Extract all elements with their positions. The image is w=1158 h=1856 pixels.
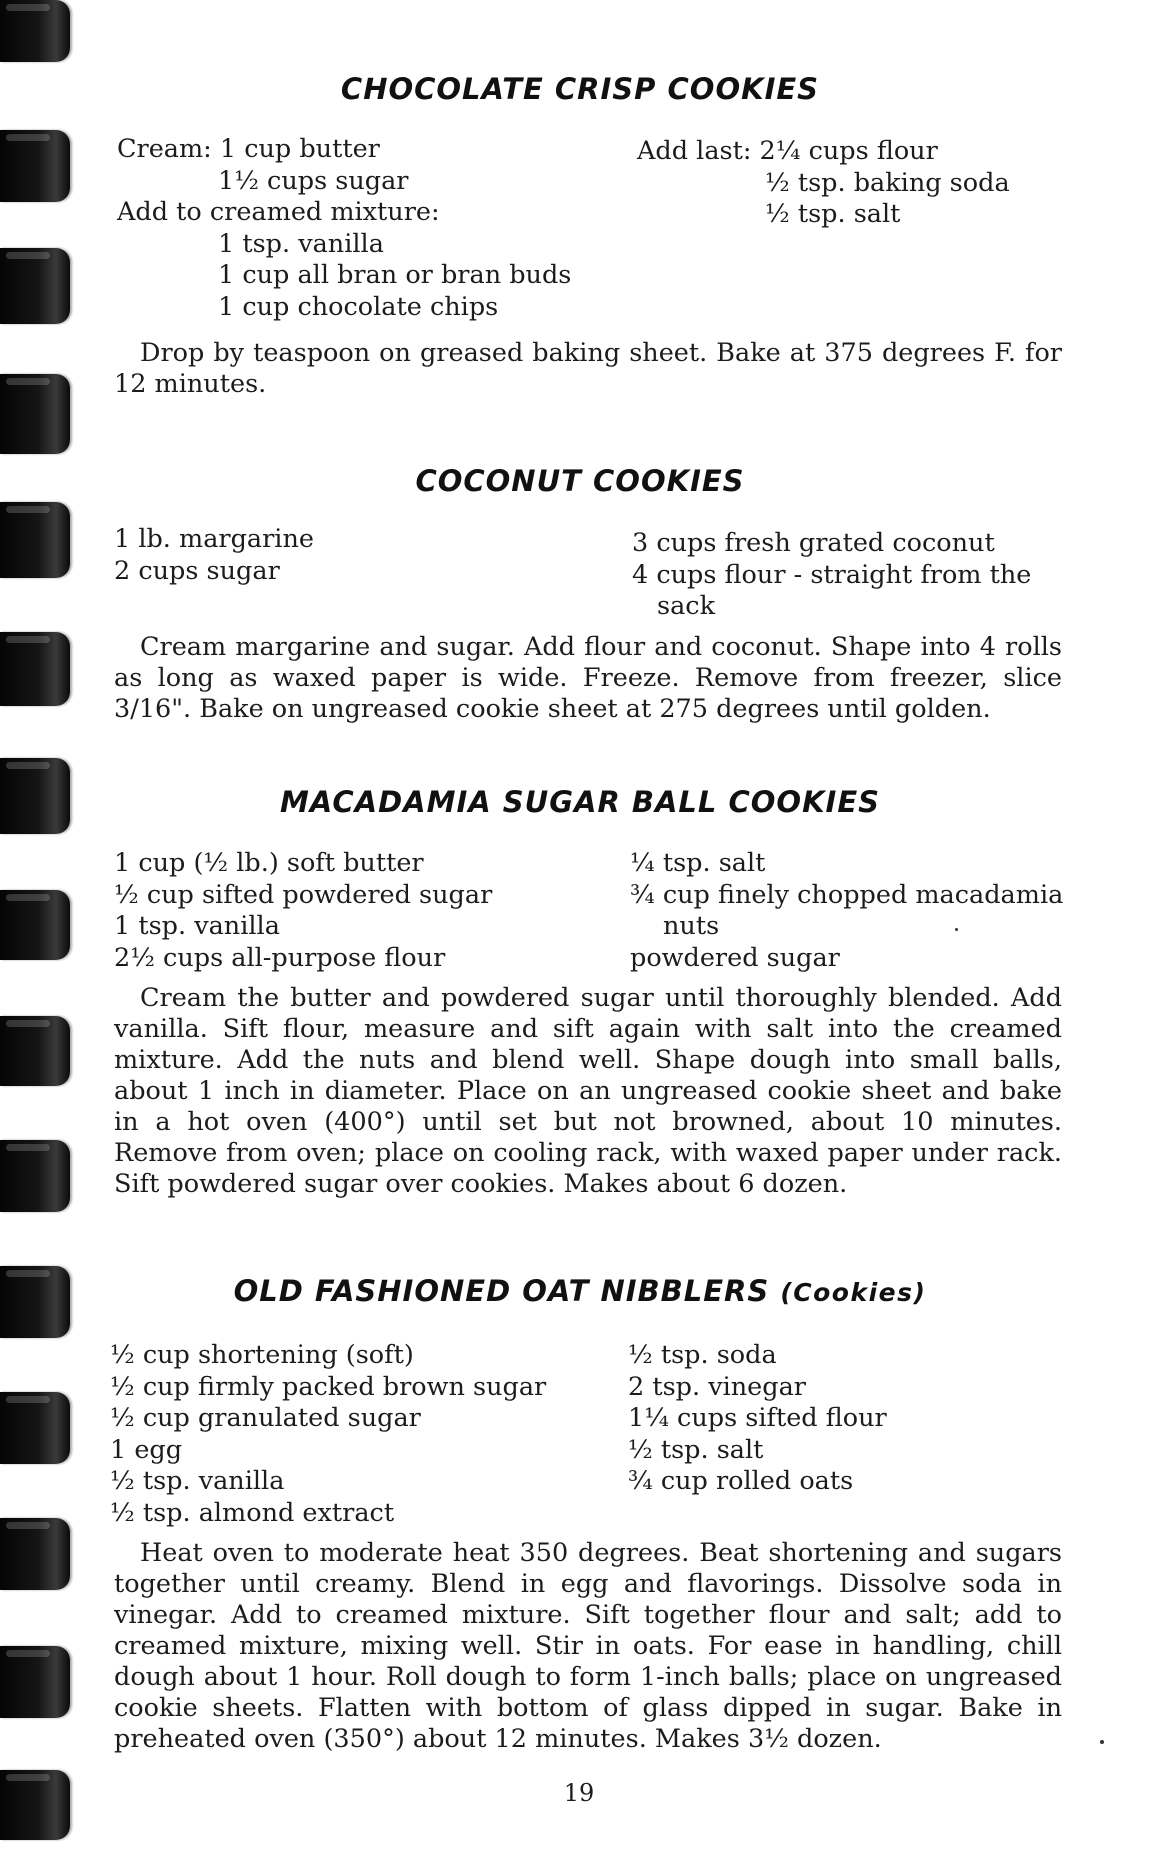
recipe-directions: Drop by teaspoon on greased baking sheet. Bake at 375 degrees F. for 12 minutes. (114, 338, 1062, 399)
recipe-title: MACADAMIA SUGAR BALL COOKIES (279, 785, 881, 819)
ingredient-line: 3 cups fresh grated coconut (632, 528, 995, 558)
ingredient-line: ½ tsp. baking soda (765, 167, 1010, 198)
recipe-title: CHOCOLATE CRISP COOKIES (340, 72, 820, 106)
recipe-title: COCONUT COOKIES (415, 464, 745, 498)
ingredient-line: ½ tsp. almond extract (110, 1497, 395, 1528)
binding-ring-icon (0, 1392, 70, 1464)
ingredient-line: 1 cup (½ lb.) soft butter (114, 848, 424, 878)
ingredients-left (110, 1340, 546, 1529)
binding-ring-icon (0, 374, 70, 454)
recipe-title-subtitle: (Cookies) (780, 1278, 927, 1307)
recipe-title (80, 1274, 1080, 1308)
ingredients-right (632, 528, 1031, 623)
ingredients-right (628, 1340, 887, 1498)
ingredient-line: 2½ cups all-purpose flour (114, 942, 446, 973)
ingredient-line: Add last: 2¼ cups flour (637, 136, 938, 166)
binding-ring-icon (0, 1518, 70, 1590)
ingredient-line: 4 cups flour - straight from the (632, 559, 1032, 590)
ingredient-line: ¾ cup finely chopped macadamia (630, 879, 1064, 910)
binding-ring-icon (0, 1140, 70, 1212)
ingredient-line: ½ tsp. salt (628, 1434, 764, 1465)
paper-speck (1100, 1740, 1104, 1744)
ingredient-line: 2 tsp. vinegar (628, 1371, 806, 1402)
ingredient-line: ½ tsp. vanilla (110, 1466, 285, 1496)
ingredients-left (117, 134, 571, 323)
ingredient-line: ½ cup granulated sugar (110, 1403, 421, 1433)
ingredients-left (114, 848, 492, 974)
recipe-directions: Cream the butter and powdered sugar until thoroughly blended. Add vanilla. Sift flour, measure and sift again with salt into the creamed mixture. Add the nuts and blend well. Shape dough into small balls, about 1 inch in diameter. Place on an ungreased cookie sheet and bake in a hot oven (400°) until set but not browned, about 10 minutes. Remove from oven; place on cooling rack, with waxed paper under rack. Sift powdered sugar over cookies. Makes about 6 dozen. (114, 983, 1062, 1199)
ingredient-line: 1 tsp. vanilla (114, 911, 280, 941)
ingredients-right (637, 136, 1010, 231)
binding-ring-icon (0, 1646, 70, 1718)
ingredient-line: Cream: 1 cup butter (117, 134, 380, 164)
ingredient-line: powdered sugar (630, 942, 840, 973)
ingredient-line: 1½ cups sugar (218, 165, 409, 196)
binding-ring-icon (0, 758, 70, 834)
binding-ring-icon (0, 1016, 70, 1086)
ingredient-line: ½ tsp. salt (765, 199, 901, 229)
binding-ring-icon (0, 502, 70, 578)
binding-ring-icon (0, 0, 70, 62)
ingredient-line: nuts (663, 911, 720, 941)
ingredient-line: sack (657, 591, 716, 621)
ingredient-line: ½ tsp. soda (628, 1340, 777, 1370)
ingredient-line: ½ cup shortening (soft) (110, 1340, 414, 1370)
ingredient-line: ¼ tsp. salt (630, 848, 766, 878)
binding-ring-icon (0, 248, 70, 324)
ingredient-line: 2 cups sugar (114, 555, 280, 586)
ingredient-line: ½ cup firmly packed brown sugar (110, 1371, 547, 1402)
ingredients-left (114, 524, 314, 587)
recipe-title-main: OLD FASHIONED OAT NIBBLERS (233, 1274, 770, 1308)
ingredient-line: ½ cup sifted powdered sugar (114, 879, 493, 910)
ingredient-line: ¾ cup rolled oats (628, 1466, 854, 1496)
spiral-binding (0, 0, 72, 1856)
ingredients-right (630, 848, 1063, 974)
ingredient-line: 1¼ cups sifted flour (628, 1403, 887, 1433)
recipe-directions: Heat oven to moderate heat 350 degrees. Beat shortening and sugars together until creamy. Blend in egg and flavorings. Dissolve soda in vinegar. Add to creamed mixture. Sift together flour and salt; add to creamed mixture, mixing well. Stir in oats. For ease in handling, chill dough about 1 hour. Roll dough to form 1-inch balls; place on ungreased cookie sheets. Flatten with bottom of glass dipped in sugar. Bake in preheated oven (350°) about 12 minutes. Makes 3½ dozen. (114, 1538, 1062, 1754)
ingredient-line: 1 tsp. vanilla (218, 228, 384, 259)
ingredient-line: 1 egg (110, 1434, 183, 1465)
binding-ring-icon (0, 1266, 70, 1338)
ingredient-line: 1 lb. margarine (114, 524, 314, 554)
ingredient-line: 1 cup chocolate chips (218, 291, 499, 322)
page-number: 19 (563, 1779, 595, 1807)
binding-ring-icon (0, 632, 70, 706)
ingredient-line: Add to creamed mixture: (117, 197, 440, 227)
binding-ring-icon (0, 890, 70, 960)
ingredient-line: 1 cup all bran or bran buds (218, 260, 572, 290)
recipe-directions: Cream margarine and sugar. Add flour and coconut. Shape into 4 rolls as long as waxed paper is wide. Freeze. Remove from freezer, slice 3/16". Bake on ungreased cookie sheet at 275 degrees until golden. (114, 632, 1062, 724)
binding-ring-icon (0, 130, 70, 202)
